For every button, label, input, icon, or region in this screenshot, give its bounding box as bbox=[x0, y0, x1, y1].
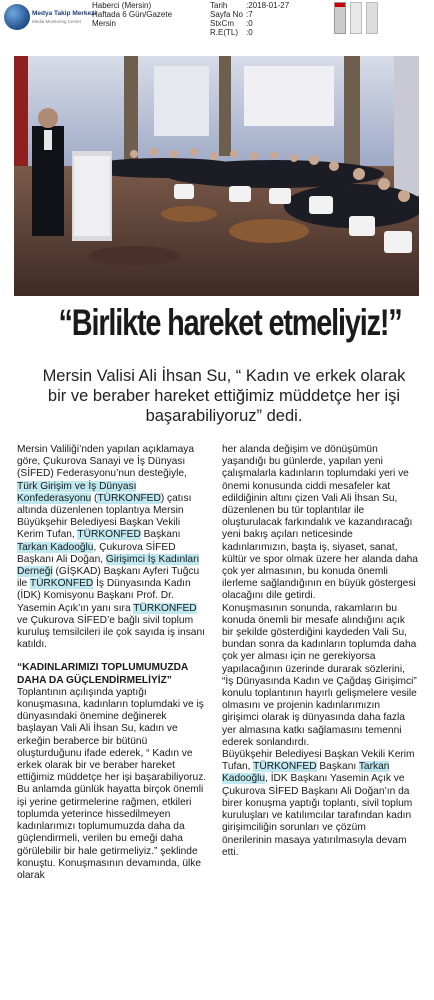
article-column-right bbox=[222, 444, 418, 859]
highlight-term: TÜRKONFED bbox=[133, 602, 197, 614]
paragraph-intro: Mersin Valiliği’nden yapılan açıklamaya göre, Çukurova Sanayi ve İş Dünyası (SİFED) Federasyonu’nun desteğiyle, Türk Girişim ve İş Dünyası Konfederasyonu (TÜRKONFED) çatısı altında düzenlenen toplantıya Mersin Büyükşehir Belediyesi Başkan Vekili Kerim Tufan, TÜRKONFED Başkanı Tarkan Kadooğlu, Çukurova SİFED Başkanı Ali Doğan, Girişimci İş Kadınları Derneği (GİŞKAD) Başkanı Ayferi Tuğcu ile TÜRKONFED İş Dünyasında Kadın (İDK) Komisyonu Başkanı Prof. Dr. Yasemin Açık’ın yanı sıra TÜRKONFED ve Çukurova SİFED’e bağlı sivil toplum kuruluş temsilcileri ile çok sayıda iş insanı katıldı. bbox=[17, 444, 205, 651]
page-thumbnail-icon bbox=[334, 2, 346, 34]
paragraph-closing: Konuşmasının sonunda, rakamların bu konuda önemli bir mesafe alındığını açık bir şekilde gösterdiğini kaydeden Vali Su, bundan sonra da kadınların toplumda daha çok yer alması için ne gerekiyorsa yapılacağının üzerinde durarak sözlerini, “İş Dünyasında Kadın ve Çağdaş Girişimci” konulu toplantının hayırlı gelişmelere vesile olmasını ve projenin kadınlarımızın girişimci olarak iş dünyasında daha fazla yer almasına katkı sağlamasını temenni ederek sonlandırdı. bbox=[222, 602, 417, 748]
publication-info bbox=[92, 1, 172, 28]
highlight-term: Türk Girişim ve İş Dünyası Konfederasyonu bbox=[17, 480, 137, 504]
page-thumbnail-icon bbox=[350, 2, 362, 34]
highlight-term: TÜRKONFED bbox=[97, 492, 161, 504]
highlight-term: Tarkan Kadooğlu bbox=[222, 761, 390, 785]
logo-name: Medya Takip Merkezi bbox=[32, 10, 97, 17]
highlight-term: Tarkan Kadooğlu bbox=[17, 541, 94, 553]
page-thumbnail-icon bbox=[366, 2, 378, 34]
meta-row-re: R.E(TL) :0 bbox=[210, 28, 253, 37]
paragraph-speakers: Büyükşehir Belediyesi Başkan Vekili Kerim Tufan, TÜRKONFED Başkanı Tarkan Kadooğlu, İDK Başkanı Yasemin Açık ve Çukurova SİFED Başkanı Ali Doğan’ın da birer konuşma yaptığı toplantı, sivil toplum kuruluşları ve katılımcılar tarafından kadın girişimciliğin sorunları ve çözüm önerilerinin masaya yatırılmasıyla devam etti. bbox=[222, 749, 415, 858]
article-headline: “Birlikte hareket etmeliyiz!” bbox=[58, 302, 402, 343]
section-subtitle: “KADINLARIMIZI TOPLUMUMUZDA DAHA DA GÜÇLENDİRMELİYİZ” bbox=[17, 662, 188, 686]
globe-icon bbox=[4, 4, 30, 30]
paragraph-continuation: her alanda değişim ve dönüşümün yaşandığı bu günlerde, yapılan yeni çalışmalarla kadınların toplumdaki yeri ve önemi konusunda ciddi mesafeler kat edildiğinin altını çizen Vali Ali İhsan Su, düzenlenen bu tür toplantılar ile oluşturulacak farkındalık ve kazandıracağı yeni bakış açıları neticesinde kadınlarımızın, başta iş, siyaset, sanat, kültür ve spor olmak üzere her alanda daha çok yer almasının, bu konuda önemli ilerleme sağlandığının en büyük göstergesi olacağını dile getirdi. bbox=[222, 444, 418, 602]
paragraph-speech: Toplantının açılışında yaptığı konuşmasına, kadınların toplumdaki ve iş dünyasındaki önemine değinerek başlayan Vali Ali İhsan Su, kadın ve erkeğin beraberce bir bütünü oluşturduğunu ifade ederek, “ Kadın ve erkek olarak bir ve beraber hareket ettiğimiz müddetçe her işi başarabiliyoruz. Bu anlamda günlük hayatta birçok önemli işi yerine getirmelerine rağmen, etkileri toplumda yeterince hissedilmeyen kadınlarımızı toplumumuzda daha da güçlendirmeli, verilen bu emeği daha görülebilir bir hale getirmeliyiz.” şeklinde konuştu. Konuşmasının devamında, ülke olarak bbox=[17, 686, 207, 881]
meta-row-page: Sayfa No :7 bbox=[210, 10, 253, 19]
highlight-term: Girişimci İş Kadınları Derneği bbox=[17, 553, 200, 578]
highlight-term: TÜRKONFED bbox=[253, 761, 317, 773]
article-column-left bbox=[17, 444, 207, 882]
publication-name: Haberci (Mersin) bbox=[92, 1, 152, 10]
publication-city: Mersin bbox=[92, 19, 117, 28]
meta-row-date: Tarih :2018-01-27 bbox=[210, 1, 290, 10]
clipping-header bbox=[0, 0, 434, 44]
highlight-term: TÜRKONFED bbox=[77, 529, 141, 541]
logo-subtitle: Media Monitoring Center bbox=[32, 19, 82, 24]
highlight-term: TÜRKONFED bbox=[29, 578, 94, 590]
clipping-meta bbox=[210, 1, 289, 37]
publication-frequency: Haftada 6 Gün/Gazete bbox=[92, 10, 173, 19]
article-subheadline: Mersin Valisi Ali İhsan Su, “ Kadın ve erkek olarak bir ve beraber hareket ettiğimiz müddetçe her işi başarabiliyoruz” dedi. bbox=[42, 367, 406, 425]
meta-row-stxcm: StxCm :0 bbox=[210, 19, 253, 28]
event-photo bbox=[14, 56, 419, 296]
media-monitoring-logo bbox=[4, 2, 97, 34]
